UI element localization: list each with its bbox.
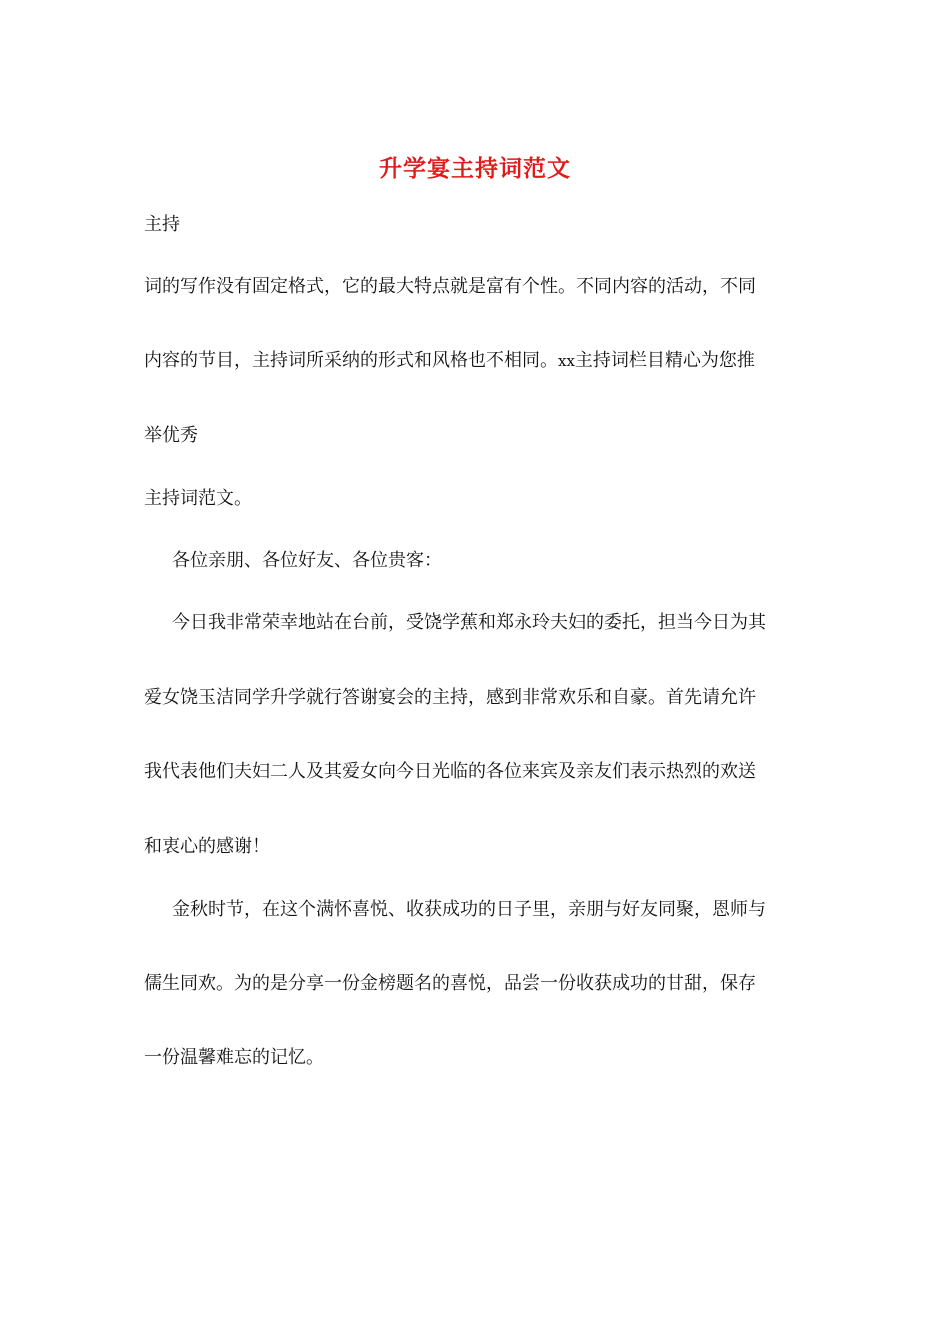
salutation: 各位亲朋、各位好友、各位贵客： (172, 550, 442, 571)
text-line: 爱女饶玉洁同学升学就行答谢宴会的主持，感到非常欢乐和自豪。首先请允许 (144, 687, 756, 708)
text-line: 一份温馨难忘的记忆。 (144, 1047, 324, 1068)
text-line: 词的写作没有固定格式，它的最大特点就是富有个性。不同内容的活动，不同 (144, 276, 756, 297)
text-line: 主持 (144, 214, 180, 235)
document-title: 升学宴主持词范文 (379, 155, 571, 182)
text-line: 金秋时节，在这个满怀喜悦、收获成功的日子里，亲朋与好友同聚，恩师与 (172, 899, 766, 920)
text-line-with-code (144, 349, 755, 373)
text-line: 我代表他们夫妇二人及其爱女向今日光临的各位来宾及亲友们表示热烈的欢送 (144, 761, 756, 782)
text-line: 举优秀 (144, 425, 198, 446)
text-segment: 内容的节目，主持词所采纳的形式和风格也不相同。 (144, 350, 558, 371)
text-segment: 主持词栏目精心为您推 (574, 350, 755, 371)
text-line: 今日我非常荣幸地站在台前，受饶学蕉和郑永玲夫妇的委托，担当今日为其 (172, 612, 766, 633)
placeholder-code: xx (558, 352, 575, 370)
text-line: 和衷心的感谢！ (144, 836, 270, 857)
text-line: 儒生同欢。为的是分享一份金榜题名的喜悦，品尝一份收获成功的甘甜，保存 (144, 973, 756, 994)
text-line: 主持词范文。 (144, 488, 252, 509)
